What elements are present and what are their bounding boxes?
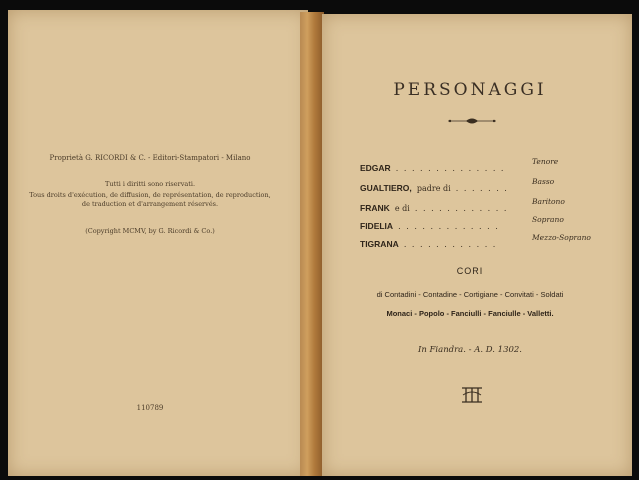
copyright-notice: (Copyright MCMV, by G. Ricordi & Co.) <box>85 227 215 235</box>
french-rights-line-1: Tous droits d'exécution, de diffusion, de représentation, de reproduction, <box>29 191 271 199</box>
plate-number: 110789 <box>136 404 164 412</box>
character-row: FIDELIA . . . . . . . . . . . . . <box>360 221 500 231</box>
monogram-icon <box>460 386 484 404</box>
character-row: EDGAR . . . . . . . . . . . . . . <box>360 163 505 173</box>
voice-type: Mezzo-Soprano <box>532 233 591 242</box>
french-rights-line-2: de traduction et d'arrangement réservés. <box>81 200 219 208</box>
chorus-heading: CORI <box>456 266 484 276</box>
book-spine <box>300 12 324 476</box>
voice-type: Soprano <box>532 215 564 224</box>
setting-line: In Fiandra. - A. D. 1302. <box>417 345 523 355</box>
voice-type: Baritono <box>532 197 565 206</box>
character-row: FRANK e di . . . . . . . . . . . . <box>360 203 508 213</box>
voice-type: Basso <box>532 177 555 186</box>
chorus-line-1: di Contadini - Contadine - Cortigiane - Convitati - Soldati <box>376 290 564 299</box>
publisher-line: Proprietà G. RICORDI & C. - Editori-Stampatori - Milano <box>49 154 251 162</box>
rights-reserved: Tutti i diritti sono riservati. <box>104 180 196 188</box>
page-title: PERSONAGGI <box>393 80 547 100</box>
chorus-line-2: Monaci - Popolo - Fanciulli - Fanciulle - Valletti. <box>386 309 554 318</box>
ornament-divider <box>446 116 498 126</box>
voice-type: Tenore <box>532 157 559 166</box>
character-row: TIGRANA . . . . . . . . . . . . <box>360 239 497 249</box>
character-row: GUALTIERO, padre di . . . . . . . <box>360 183 509 193</box>
